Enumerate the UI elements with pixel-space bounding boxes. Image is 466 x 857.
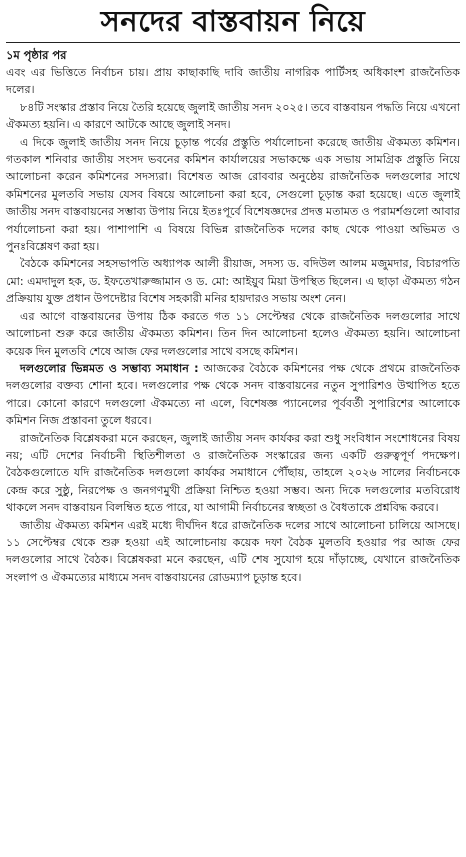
news-article [0,2,466,857]
body-paragraph-7: জাতীয় ঐকমত্য কমিশন এরই মধ্যে দীর্ঘদিন ধরে রাজনৈতিক দলের সাথে আলোচনা চালিয়ে আসছে। ১১ সেপ্টেম্বর থেকে শুরু হওয়া এই আলোচনায় কয়েক দফা বৈঠক মুলতবি হওয়ার পর আজ ফের দলগুলোর সাথে বৈঠক। বিশ্লেষকরা মনে করছেন, এটি শেষ সুযোগ হয়ে দাঁড়াচ্ছে, যেখানে রাজনৈতিক সংলাপ ও ঐকমত্যের মাধ্যমে সনদ বাস্তবায়নের রোডম্যাপ চূড়ান্ত হবে। [6,518,460,584]
body-paragraph-5: এর আগে বাস্তবায়নের উপায় ঠিক করতে গত ১১ সেপ্টেম্বর থেকে রাজনৈতিক দলগুলোর সাথে আলোচনা শুরু করে জাতীয় ঐকমত্য কমিশন। তিন দিন আলোচনা হলেও ঐকমত্য হয়নি। আলোচনা কয়েক দিন মুলতবি শেষে আজ ফের দলগুলোর সাথে বসছে কমিশন। [6,309,460,358]
subhead-title: দলগুলোর ভিন্নমত ও সম্ভাব্য সমাধান : [20,361,199,375]
headline-divider [6,42,460,43]
body-paragraph-2: ৮৪টি সংস্কার প্রস্তাব নিয়ে তৈরি হয়েছে জুলাই জাতীয় সনদ ২০২৫। তবে বাস্তবায়ন পদ্ধতি নিয়ে এখনো ঐকমত্য হয়নি। এ কারণে আটকে আছে জুলাই সনদ। [6,100,460,132]
body-paragraph-4: বৈঠকে কমিশনের সহসভাপতি অধ্যাপক আলী রীয়াজ, সদস্য ড. বদিউল আলম মজুমদার, বিচারপতি মো: এমদাদুল হক, ড. ইফতেখারুজ্জামান ও ড. মো: আইয়ুব মিয়া উপস্থিত ছিলেন। এ ছাড়া ঐকমত্য গঠন প্রক্রিয়ায় যুক্ত প্রধান উপদেষ্টার বিশেষ সহকারী মনির হায়দারও সভায় অংশ নেন। [6,257,460,306]
body-paragraph-1: এবং এর ভিত্তিতে নির্বাচন চায়। প্রায় কাছাকাছি দাবি জাতীয় নাগরিক পার্টিসহ অধিকাংশ রাজনৈতিক দলের। [6,66,460,97]
subhead-paragraph [6,360,460,430]
continued-from-label: ১ম পৃষ্ঠার পর [6,48,67,62]
body-paragraph-3: এ দিকে জুলাই জাতীয় সনদ নিয়ে চূড়ান্ত পর্বের প্রস্তুতি পর্যালোচনা করেছে জাতীয় ঐকমত্য কমিশন। গতকাল শনিবার জাতীয় সংসদ ভবনের কমিশন কার্যালয়ের সভাকক্ষে এক সভায় সামগ্রিক প্রস্তুতি নিয়ে আলোচনা করেন কমিশনের সদস্যরা। বিশেষত আজ রোববার অনুষ্ঠেয় রাজনৈতিক দলগুলোর সাথে কমিশনের মুলতবি সভায় যেসব বিষয়ে আলোচনা করা হবে, সেগুলো চূড়ান্ত করা হয়েছে। এতে জুলাই জাতীয় সনদ বাস্তবায়নের সম্ভাব্য উপায় নিয়ে ইতঃপূর্বে বিশেষজ্ঞদের প্রদত্ত মতামত ও পরামর্শগুলো আবার পর্যালোচনা করা হয়। পাশাপাশি এ বিষয়ে বিভিন্ন রাজনৈতিক দলের কাছ থেকে পাওয়া অভিমত ও পুনঃবিশ্লেষণ করা হয়। [6,135,460,254]
body-paragraph-6: রাজনৈতিক বিশ্লেষকরা মনে করছেন, জুলাই জাতীয় সনদ কার্যকর করা শুধু সংবিধান সংশোধনের বিষয় নয়; এটি দেশের নির্বাচনী স্থিতিশীলতা ও রাজনৈতিক সংস্কারের জন্য একটি গুরুত্বপূর্ণ পদক্ষেপ। বৈঠকগুলোতে যদি রাজনৈতিক দলগুলো কার্যকর সমাধানে পৌঁছায়, তাহলে ২০২৬ সালের নির্বাচনকে কেন্দ্র করে সুষ্ঠু, নিরপেক্ষ ও জনগণমুখী প্রক্রিয়া নিশ্চিত হওয়া সম্ভব। অন্য দিকে দলগুলোর মতবিরোধ থাকলে সনদ বাস্তবায়ন বিলম্বিত হতে পারে, যা আগামী নির্বাচনের স্বচ্ছতা ও বৈধতাকে প্রশ্নবিদ্ধ করবে। [6,431,460,515]
subhead-text: আজকের বৈঠকে কমিশনের পক্ষ থেকে প্রথমে রাজনৈতিক দলগুলোর বক্তব্য শোনা হবে। দলগুলোর পক্ষ থেকে সনদ বাস্তবায়নের নতুন সুপারিশও উত্থাপিত হতে পারে। কোনো কারণে দলগুলো ঐকমত্যে না এলে, বিশেষজ্ঞ প্যানেলের পূর্ববর্তী সুপারিশের আলোকে কমিশন নিজ প্রস্তাবনা তুলে ধরবে। [6,361,461,428]
article-headline: সনদের বাস্তবায়ন নিয়ে [100,4,366,38]
